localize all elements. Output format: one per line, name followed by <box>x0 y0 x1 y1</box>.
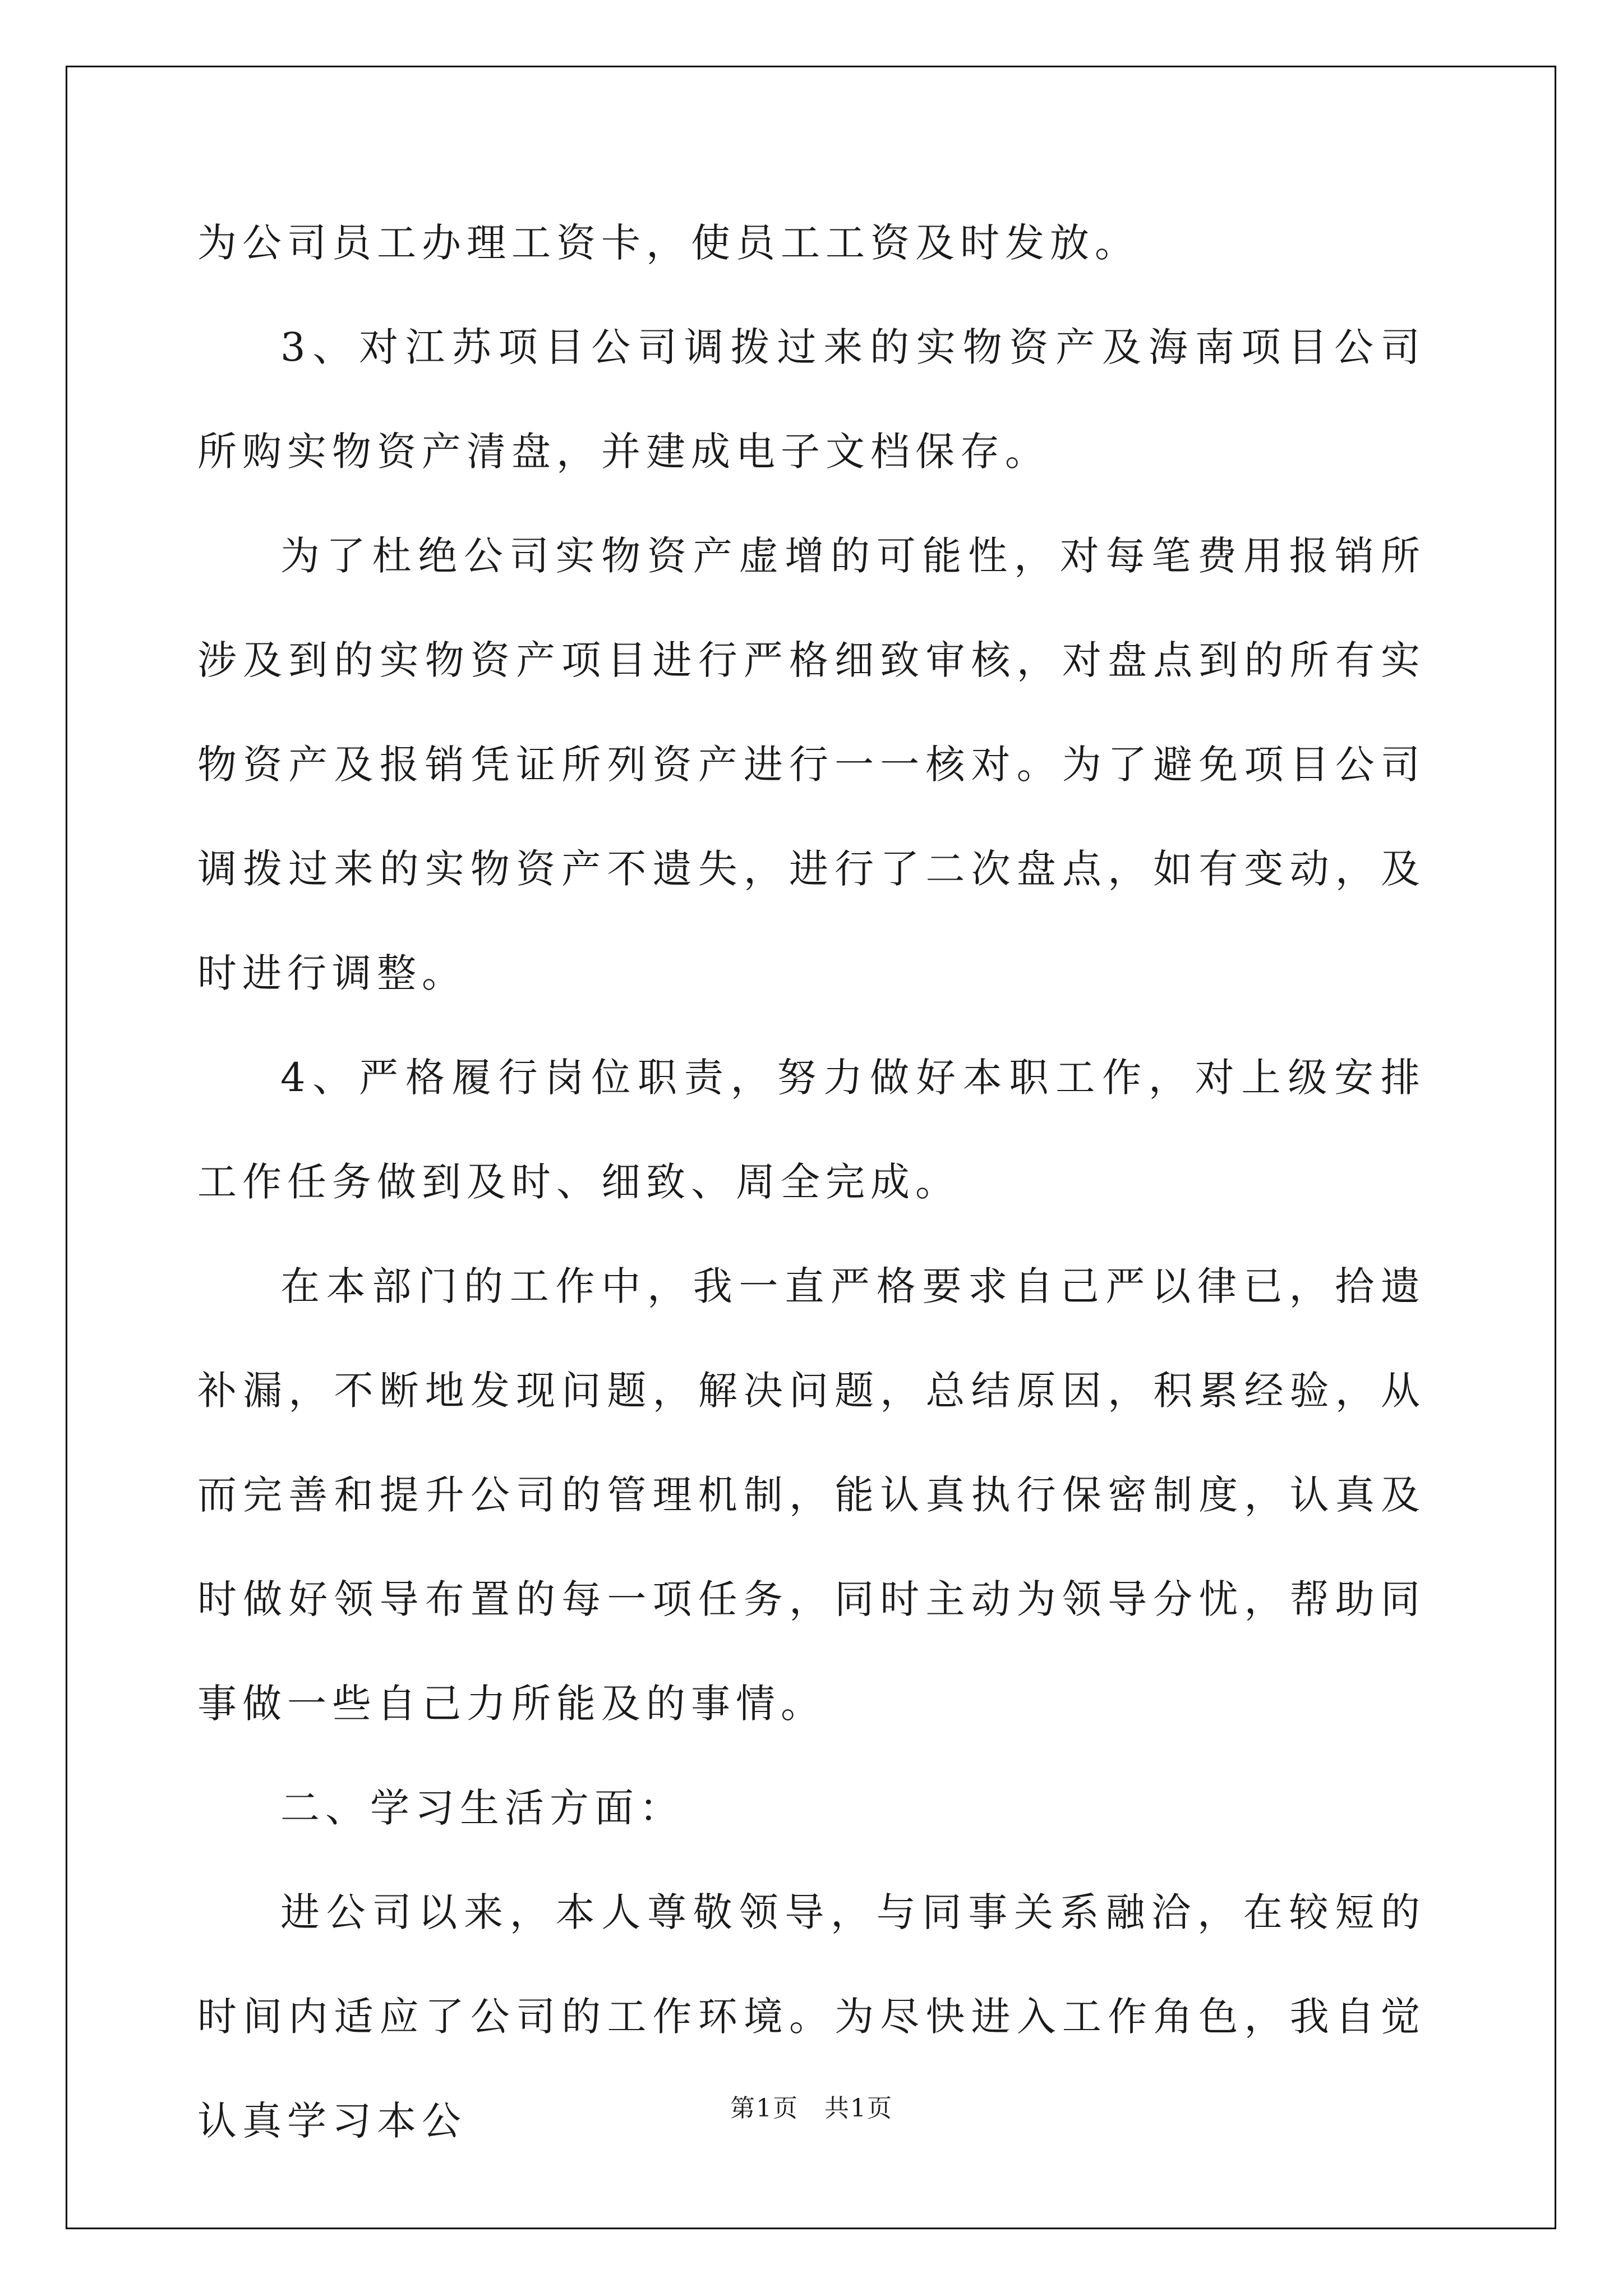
document-body <box>197 191 1426 2173</box>
paragraph-2: 3、对江苏项目公司调拨过来的实物资产及海南项目公司所购实物资产清盘，并建成电子文档保存。 <box>197 324 1426 475</box>
paragraph-7: 进公司以来，本人尊敬领导，与同事关系融洽，在较短的时间内适应了公司的工作环境。为尽快进入工作角色，我自觉认真学习本公 <box>197 1889 1426 2144</box>
section-heading: 二、学习生活方面： <box>280 1785 684 1831</box>
page-footer: 第1页 共1页 <box>730 2094 893 2123</box>
paragraph-5: 在本部门的工作中，我一直严格要求自己严以律已，拾遗补漏，不断地发现问题，解决问题，总结原因，积累经验，从而完善和提升公司的管理机制，能认真执行保密制度，认真及时做好领导布置的每一项任务，同时主动为领导分忧，帮助同事做一些自己力所能及的事情。 <box>197 1263 1426 1727</box>
paragraph-3: 为了杜绝公司实物资产虚增的可能性，对每笔费用报销所涉及到的实物资产项目进行严格细致审核，对盘点到的所有实物资产及报销凭证所列资产进行一一核对。为了避免项目公司调拨过来的实物资产不遗失，进行了二次盘点，如有变动，及时进行调整。 <box>197 533 1426 996</box>
paragraph-4: 4、严格履行岗位职责，努力做好本职工作，对上级安排工作任务做到及时、细致、周全完成。 <box>197 1055 1426 1205</box>
paragraph-1: 为公司员工办理工资卡，使员工工资及时发放。 <box>197 220 1140 266</box>
